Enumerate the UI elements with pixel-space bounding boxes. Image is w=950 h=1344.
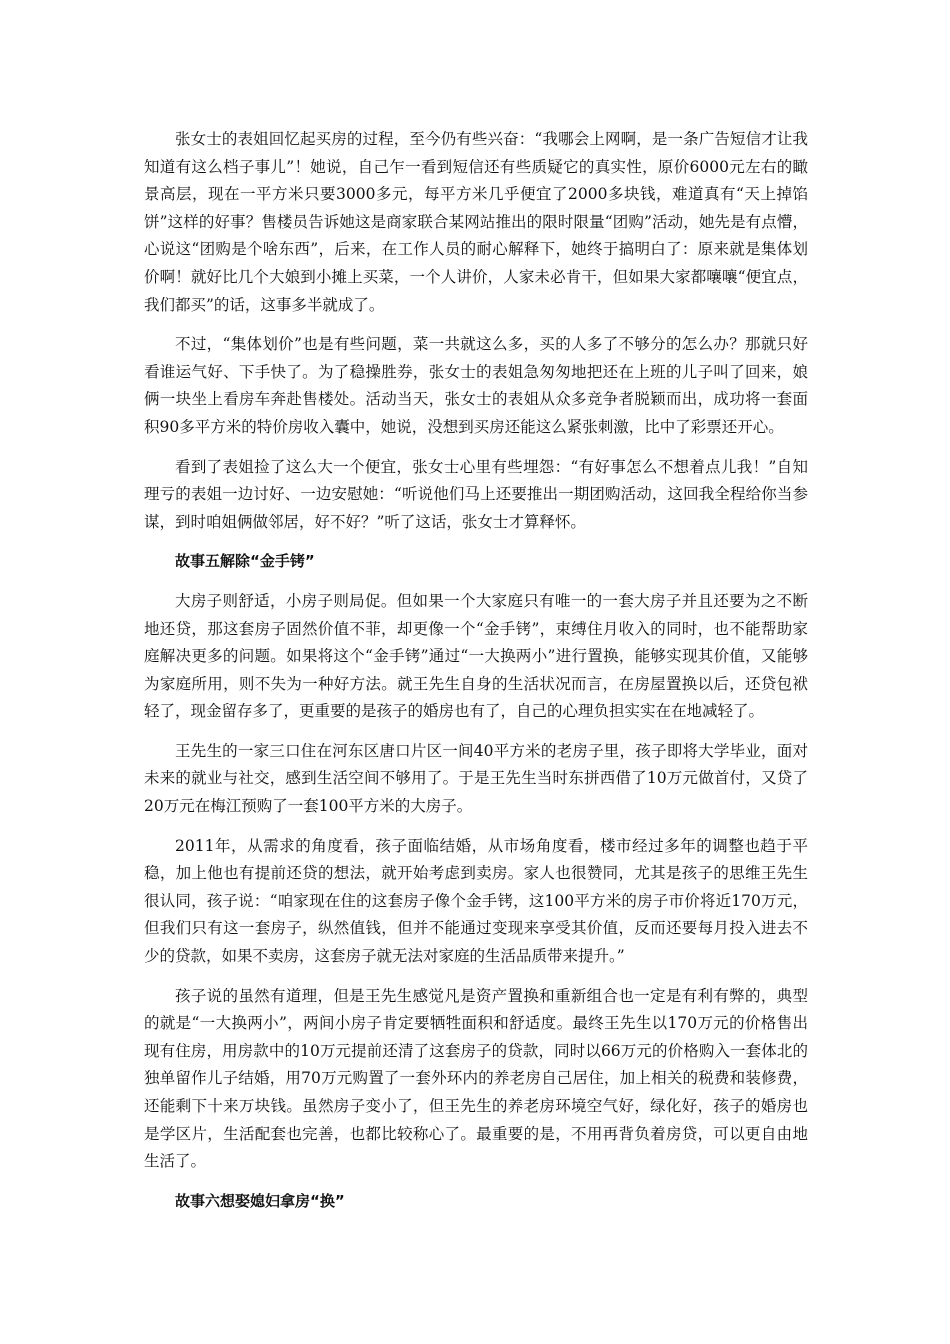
section-heading-story-6: 故事六想娶媳妇拿房“换” bbox=[175, 1191, 345, 1210]
paragraph: 张女士的表姐回忆起买房的过程，至今仍有些兴奋：“我哪会上网啊，是一条广告短信才让我知道有这么档子事儿”！她说，自己乍一看到短信还有些质疑它的真实性，原价6000元左右的瞰景高层，现在一平方米只要3000多元，每平方米几乎便宜了2000多块钱，难道真有“天上掉馅饼”这样的好事？售楼员告诉她这是商家联合某网站推出的限时限量“团购”活动，她先是有点懵，心说这“团购是个啥东西”，后来，在工作人员的耐心解释下，她终于搞明白了：原来就是集体划价啊！就好比几个大娘到小摊上买菜，一个人讲价，人家未必肯干，但如果大家都嚷嚷“便宜点，我们都买”的话，这事多半就成了。 bbox=[144, 130, 808, 314]
paragraph: 孩子说的虽然有道理，但是王先生感觉凡是资产置换和重新组合也一定是有利有弊的，典型的就是“一大换两小”，两间小房子肯定要牺牲面积和舒适度。最终王先生以170万元的价格售出现有住房，用房款中的10万元提前还清了这套房子的贷款，同时以66万元的价格购入一套体北的独单留作儿子结婚，用70万元购置了一套外环内的养老房自己居住，加上相关的税费和装修费，还能剩下十来万块钱。虽然房子变小了，但王先生的养老房环境空气好，绿化好，孩子的婚房也是学区片，生活配套也完善，也都比较称心了。最重要的是，不用再背负着房贷，可以更自由地生活了。 bbox=[144, 986, 808, 1171]
paragraph: 看到了表姐捡了这么大一个便宜，张女士心里有些埋怨：“有好事怎么不想着点儿我！”自知理亏的表姐一边讨好、一边安慰她：“听说他们马上还要推出一期团购活动，这回我全程给你当参谋，到时咱姐俩做邻居，好不好？”听了这话，张女士才算释怀。 bbox=[144, 457, 808, 531]
paragraph: 2011年，从需求的角度看，孩子面临结婚，从市场角度看，楼市经过多年的调整也趋于平稳，加上他也有提前还贷的想法，就开始考虑到卖房。家人也很赞同，尤其是孩子的思维王先生很认同，孩子说：“咱家现在住的这套房子像个金手铐，这100平方米的房子市价将近170万元，但我们只有这一套房子，纵然值钱，但并不能通过变现来享受其价值，反而还要每月投入进去不少的贷款，如果不卖房，这套房子就无法对家庭的生活品质带来提升。” bbox=[144, 836, 808, 966]
section-heading-story-5: 故事五解除“金手铐” bbox=[175, 552, 315, 571]
document-body bbox=[144, 126, 808, 1227]
paragraph: 不过，“集体划价”也是有些问题，菜一共就这么多，买的人多了不够分的怎么办？那就只好看谁运气好、下手快了。为了稳操胜券，张女士的表姐急匆匆地把还在上班的儿子叫了回来，娘俩一块坐上看房车奔赴售楼处。活动当天，张女士的表姐从众多竞争者脱颖而出，成功将一套面积90多平方米的特价房收入囊中，她说，没想到买房还能这么紧张刺激，比中了彩票还开心。 bbox=[144, 335, 808, 436]
paragraph: 大房子则舒适，小房子则局促。但如果一个大家庭只有唯一的一套大房子并且还要为之不断地还贷，那这套房子固然价值不菲，却更像一个“金手铐”，束缚住月收入的同时，也不能帮助家庭解决更多的问题。如果将这个“金手铐”通过“一大换两小”进行置换，能够实现其价值，又能够为家庭所用，则不失为一种好方法。就王先生自身的生活状况而言，在房屋置换以后，还贷包袱轻了，现金留存多了，更重要的是孩子的婚房也有了，自己的心理负担实实在在地减轻了。 bbox=[144, 591, 808, 721]
paragraph: 王先生的一家三口住在河东区唐口片区一间40平方米的老房子里，孩子即将大学毕业，面对未来的就业与社交，感到生活空间不够用了。于是王先生当时东拼西借了10万元做首付，又贷了20万元在梅江预购了一套100平方米的大房子。 bbox=[144, 741, 808, 816]
